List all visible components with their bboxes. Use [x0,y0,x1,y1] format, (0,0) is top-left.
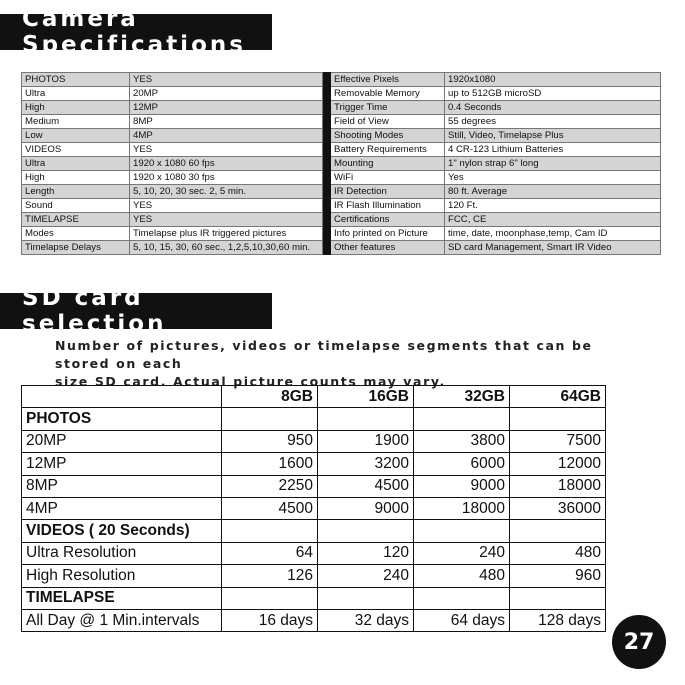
spec-label: Medium [22,115,130,129]
spec-row [22,101,661,115]
spec-label: Ultra [22,157,130,171]
spec-label: Removable Memory [331,87,445,101]
sd-row-label: 20MP [22,430,222,452]
sd-count-cell: 126 [222,565,318,587]
spec-divider [323,199,331,213]
sd-category-row [22,408,606,430]
spec-divider [323,115,331,129]
sd-count-cell: 3800 [414,430,510,452]
sd-card-table [21,385,606,632]
sd-size-header: 64GB [510,386,606,408]
sd-card-intro-line-2: size SD card. Actual picture counts may vary. [55,374,446,389]
spec-divider [323,227,331,241]
spec-value: Timelapse plus IR triggered pictures [130,227,323,241]
sd-row-label: Ultra Resolution [22,542,222,564]
spec-value: 4 CR-123 Lithium Batteries [445,143,661,157]
spec-value: 1920x1080 [445,73,661,87]
spec-label: Info printed on Picture [331,227,445,241]
sd-count-cell: 9000 [318,497,414,519]
sd-count-cell: 2250 [222,475,318,497]
sd-data-row [22,609,606,631]
sd-category-row [22,520,606,542]
sd-empty-cell [414,520,510,542]
sd-count-cell: 120 [318,542,414,564]
sd-count-cell: 960 [510,565,606,587]
sd-count-cell: 240 [414,542,510,564]
spec-row [22,241,661,255]
spec-divider [323,143,331,157]
sd-empty-cell [510,520,606,542]
spec-label: Modes [22,227,130,241]
sd-empty-cell [222,408,318,430]
spec-label: IR Detection [331,185,445,199]
spec-label: Sound [22,199,130,213]
sd-empty-cell [510,587,606,609]
spec-value: 80 ft. Average [445,185,661,199]
spec-value: 0.4 Seconds [445,101,661,115]
spec-divider [323,241,331,255]
sd-category-row [22,587,606,609]
spec-row [22,115,661,129]
sd-count-cell: 950 [222,430,318,452]
sd-count-cell: 1600 [222,453,318,475]
spec-value: 1920 x 1080 60 fps [130,157,323,171]
sd-empty-cell [318,408,414,430]
sd-header-row [22,386,606,408]
sd-category-label: PHOTOS [22,408,222,430]
spec-row [22,143,661,157]
camera-specs-table [21,72,661,255]
sd-data-row [22,453,606,475]
sd-empty-cell [414,587,510,609]
sd-data-row [22,475,606,497]
spec-label: Shooting Modes [331,129,445,143]
spec-value: up to 512GB microSD [445,87,661,101]
spec-value: YES [130,73,323,87]
sd-count-cell: 480 [414,565,510,587]
sd-data-row [22,565,606,587]
sd-card-heading: SD card selection [0,293,272,329]
sd-count-cell: 18000 [510,475,606,497]
sd-size-header: 16GB [318,386,414,408]
spec-value: YES [130,143,323,157]
spec-label: High [22,101,130,115]
spec-row [22,73,661,87]
sd-count-cell: 128 days [510,609,606,631]
sd-row-label: High Resolution [22,565,222,587]
spec-value: 1920 x 1080 30 fps [130,171,323,185]
spec-divider [323,129,331,143]
spec-divider [323,171,331,185]
spec-label: Battery Requirements [331,143,445,157]
sd-data-row [22,430,606,452]
spec-divider [323,73,331,87]
spec-label: Ultra [22,87,130,101]
sd-category-label: VIDEOS ( 20 Seconds) [22,520,222,542]
spec-value: 120 Ft. [445,199,661,213]
spec-label: IR Flash Illumination [331,199,445,213]
sd-count-cell: 240 [318,565,414,587]
page-number-badge [612,615,666,669]
spec-row [22,227,661,241]
sd-count-cell: 64 [222,542,318,564]
spec-value: time, date, moonphase,temp, Cam ID [445,227,661,241]
sd-header-blank [22,386,222,408]
page-number: 27 [623,629,655,655]
spec-value: YES [130,199,323,213]
sd-count-cell: 9000 [414,475,510,497]
spec-row [22,171,661,185]
sd-row-label: 12MP [22,453,222,475]
spec-value: 5, 10, 15, 30, 60 sec., 1,2,5,10,30,60 min. [130,241,323,255]
sd-size-header: 8GB [222,386,318,408]
spec-label: VIDEOS [22,143,130,157]
sd-count-cell: 12000 [510,453,606,475]
spec-divider [323,87,331,101]
spec-value: FCC, CE [445,213,661,227]
spec-divider [323,101,331,115]
spec-label: Trigger Time [331,101,445,115]
sd-count-cell: 64 days [414,609,510,631]
sd-count-cell: 18000 [414,497,510,519]
spec-value: YES [130,213,323,227]
spec-value: 1" nylon strap 6" long [445,157,661,171]
spec-value: 4MP [130,129,323,143]
spec-row [22,87,661,101]
spec-row [22,157,661,171]
sd-row-label: 8MP [22,475,222,497]
sd-count-cell: 480 [510,542,606,564]
spec-row [22,185,661,199]
spec-value: 55 degrees [445,115,661,129]
sd-row-label: 4MP [22,497,222,519]
sd-count-cell: 1900 [318,430,414,452]
sd-empty-cell [222,520,318,542]
spec-label: Certifications [331,213,445,227]
sd-data-row [22,497,606,519]
spec-label: High [22,171,130,185]
sd-empty-cell [222,587,318,609]
sd-count-cell: 4500 [318,475,414,497]
sd-category-label: TIMELAPSE [22,587,222,609]
camera-specs-heading: Camera Specifications [0,14,272,50]
sd-count-cell: 36000 [510,497,606,519]
spec-value: 8MP [130,115,323,129]
spec-divider [323,185,331,199]
sd-count-cell: 16 days [222,609,318,631]
spec-value: SD card Management, Smart IR Video [445,241,661,255]
spec-row [22,129,661,143]
spec-label: Timelapse Delays [22,241,130,255]
sd-data-row [22,542,606,564]
spec-value: Still, Video, Timelapse Plus [445,129,661,143]
sd-empty-cell [318,587,414,609]
spec-label: TIMELAPSE [22,213,130,227]
spec-value: 20MP [130,87,323,101]
sd-count-cell: 3200 [318,453,414,475]
spec-label: Low [22,129,130,143]
spec-value: 5, 10, 20, 30 sec. 2, 5 min. [130,185,323,199]
spec-value: Yes [445,171,661,185]
sd-count-cell: 7500 [510,430,606,452]
spec-label: Effective Pixels [331,73,445,87]
spec-label: Mounting [331,157,445,171]
sd-empty-cell [510,408,606,430]
sd-row-label: All Day @ 1 Min.intervals [22,609,222,631]
spec-divider [323,157,331,171]
sd-size-header: 32GB [414,386,510,408]
spec-label: Field of View [331,115,445,129]
sd-count-cell: 6000 [414,453,510,475]
spec-divider [323,213,331,227]
spec-label: WiFi [331,171,445,185]
spec-label: Length [22,185,130,199]
sd-card-intro [55,337,615,391]
sd-empty-cell [414,408,510,430]
spec-label: Other features [331,241,445,255]
spec-row [22,213,661,227]
sd-count-cell: 32 days [318,609,414,631]
sd-card-intro-line-1: Number of pictures, videos or timelapse segments that can be stored on each [55,338,593,371]
sd-empty-cell [318,520,414,542]
sd-count-cell: 4500 [222,497,318,519]
spec-label: PHOTOS [22,73,130,87]
spec-value: 12MP [130,101,323,115]
spec-row [22,199,661,213]
